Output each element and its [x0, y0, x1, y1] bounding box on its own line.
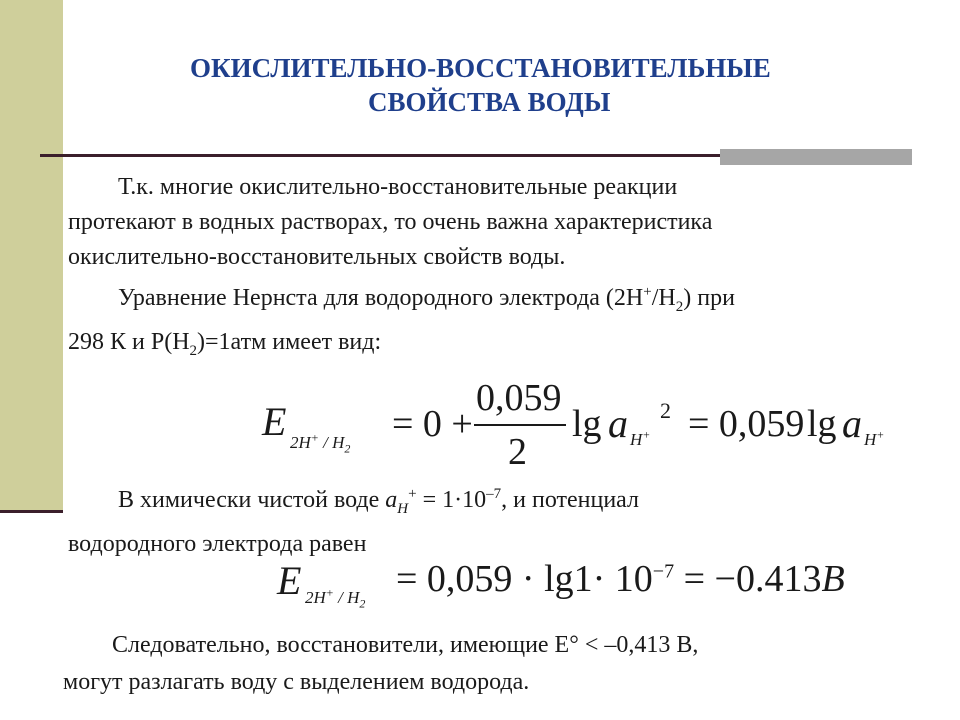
- para2-text: )=1атм имеет вид:: [197, 329, 382, 355]
- para3-text: , и потенциал: [501, 487, 640, 513]
- para1-line1: Т.к. многие окислительно-восстановительные реакции: [118, 174, 678, 200]
- para3-line2: водородного электрода равен: [68, 531, 367, 557]
- superscript: –7: [486, 486, 502, 502]
- para3-line1: [118, 483, 639, 518]
- eq1-activity: a: [608, 401, 628, 446]
- para2-text: Уравнение Нернста для водородного электрода (2H: [118, 285, 644, 311]
- para2-line1: [118, 281, 735, 316]
- slide-title: [190, 51, 880, 119]
- subscript: H: [397, 500, 409, 517]
- eq1-E: E: [262, 399, 287, 444]
- eq2-rhs-text: = 0,059 · lg1· 10: [396, 558, 653, 600]
- side-decor-line: [0, 510, 63, 513]
- eq1-lg: lg: [572, 403, 602, 445]
- index-text: / H: [333, 588, 360, 607]
- eq2-unit: B: [821, 558, 845, 600]
- index-sup: +: [310, 430, 319, 445]
- para2-text: ) при: [683, 285, 735, 311]
- para2-text: 298 К и Р(Н: [68, 329, 190, 355]
- eq1-E-index: [290, 430, 351, 456]
- side-decor-bar: [0, 0, 63, 512]
- para3-text: В химически чистой воде: [118, 487, 386, 513]
- para1-line3: окислительно-восстановительных свойств воды.: [68, 244, 566, 270]
- eq2-E-index: [305, 585, 366, 611]
- eq1-rhs: = 0,059: [688, 403, 805, 445]
- index-text: H: [864, 430, 877, 449]
- title-divider-accent: [720, 149, 912, 165]
- index-sup: +: [325, 585, 334, 600]
- index-sub: 2: [344, 441, 351, 456]
- index-text: 2H: [305, 588, 326, 607]
- index-text: / H: [318, 433, 345, 452]
- index-sup: +: [876, 427, 885, 442]
- eq1-equals-zero: = 0 +: [392, 403, 473, 445]
- slide-title-line1: ОКИСЛИТЕЛЬНО-ВОССТАНОВИТЕЛЬНЫЕ: [190, 53, 771, 83]
- superscript: +: [643, 284, 652, 300]
- eq2-E: E: [277, 558, 302, 603]
- eq1-activity2-index: [864, 427, 885, 450]
- superscript: +: [408, 486, 417, 502]
- index-sup: +: [642, 427, 651, 442]
- para2-line2: [68, 325, 381, 360]
- eq1-power: 2: [660, 398, 671, 423]
- eq1-activity2: a: [842, 401, 862, 446]
- para4-line1: Следовательно, восстановители, имеющие Е° < –0,413 В,: [112, 632, 699, 658]
- index-sub: 2: [359, 596, 366, 611]
- para2-text: /H: [651, 285, 676, 311]
- para4-line2: могут разлагать воду с выделением водорода.: [63, 669, 530, 695]
- eq1-denominator: 2: [508, 431, 527, 473]
- eq2-rhs-text: = −0.413: [674, 558, 822, 600]
- eq1-fraction-bar: [474, 424, 566, 426]
- para1-line2: протекают в водных растворах, то очень важна характеристика: [68, 209, 713, 235]
- eq1-activity-index: [630, 427, 651, 450]
- subscript: 2: [675, 298, 684, 315]
- slide-title-line2: СВОЙСТВА ВОДЫ: [368, 87, 611, 117]
- index-text: 2H: [290, 433, 311, 452]
- para3-text: = 1·10: [416, 487, 487, 513]
- eq2-exponent: −7: [652, 560, 675, 583]
- eq1-numerator: 0,059: [476, 377, 562, 419]
- index-text: H: [630, 430, 643, 449]
- eq1-lg2: lg: [807, 403, 837, 445]
- eq2-rhs: [396, 557, 845, 601]
- variable-a: a: [385, 487, 398, 513]
- subscript: 2: [189, 342, 198, 359]
